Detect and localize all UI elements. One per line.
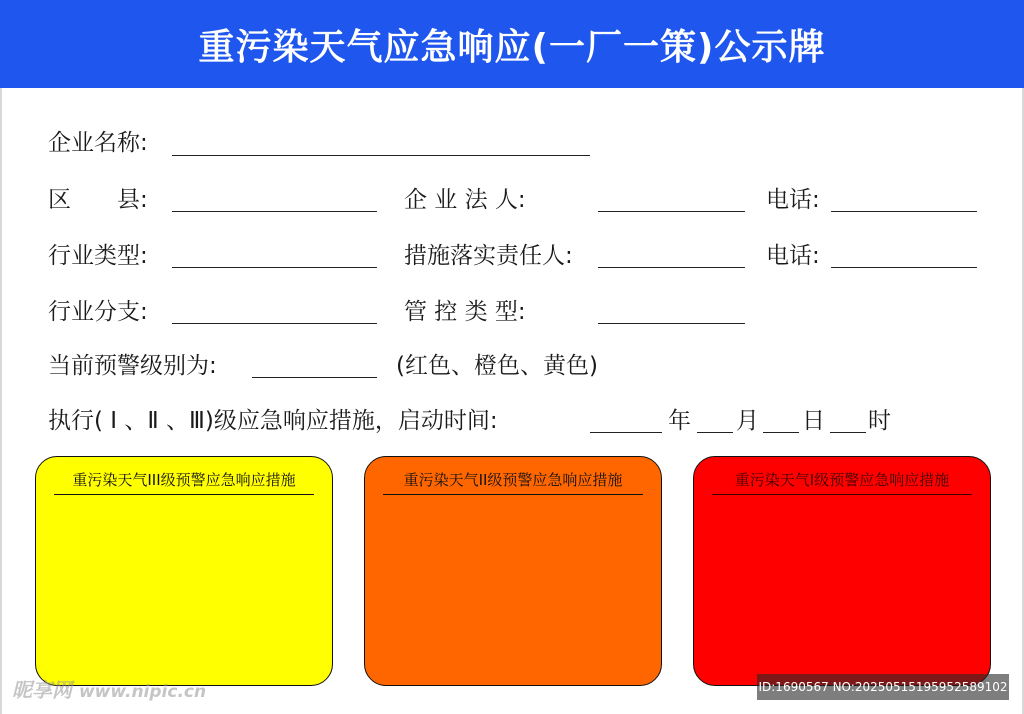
level-2-measures-title: 重污染天气II级预警应急响应措施 [383,469,643,495]
district-blank [172,211,377,212]
page-title: 重污染天气应急响应(一厂一策)公示牌 [198,26,826,68]
level-1-measures-title: 重污染天气Ⅰ级预警应急响应措施 [712,469,972,495]
month-label: 月 [736,408,759,434]
level-3-measures-box [35,456,333,686]
hour-label: 时 [868,408,891,434]
warning-options-note: (红色、橙色、黄色) [396,353,598,379]
control-type-blank [598,323,745,324]
district-label: 区 县: [48,187,148,213]
phone-blank-2 [831,267,977,268]
level-1-measures-box [693,456,991,686]
industry-type-blank [172,267,377,268]
industry-branch-label: 行业分支: [48,299,148,325]
header-banner [0,0,1024,88]
phone-label-2: 电话: [766,243,820,269]
year-blank [590,432,662,433]
hour-blank [830,432,866,433]
phone-label-1: 电话: [766,187,820,213]
control-type-label: 管 控 类 型: [404,299,526,325]
day-label: 日 [802,408,825,434]
watermark-id-badge [757,674,1009,700]
legal-person-label: 企 业 法 人: [404,187,526,213]
watermark-brand [12,674,206,703]
watermark-id-text: ID:1690567 NO:20250515195952589102 [758,680,1008,694]
day-blank [763,432,799,433]
company-name-blank [172,155,590,156]
company-name-label: 企业名称: [48,130,148,156]
legal-person-blank [598,211,745,212]
execute-label: 执行( Ⅰ 、Ⅱ 、Ⅲ)级应急响应措施，启动时间: [48,408,498,434]
phone-blank-1 [831,211,977,212]
warning-level-blank [252,377,377,378]
level-3-measures-title: 重污染天气III级预警应急响应措施 [54,469,314,495]
warning-level-label: 当前预警级别为: [48,353,217,379]
frame-left-border [0,88,2,714]
year-label: 年 [668,408,691,434]
industry-type-label: 行业类型: [48,243,148,269]
responsible-person-blank [598,267,745,268]
watermark-brand-text: 昵享网 [12,678,72,702]
watermark-url: www.nipic.cn [78,682,207,702]
responsible-person-label: 措施落实责任人: [404,243,573,269]
industry-branch-blank [172,323,377,324]
month-blank [697,432,733,433]
level-2-measures-box [364,456,662,686]
